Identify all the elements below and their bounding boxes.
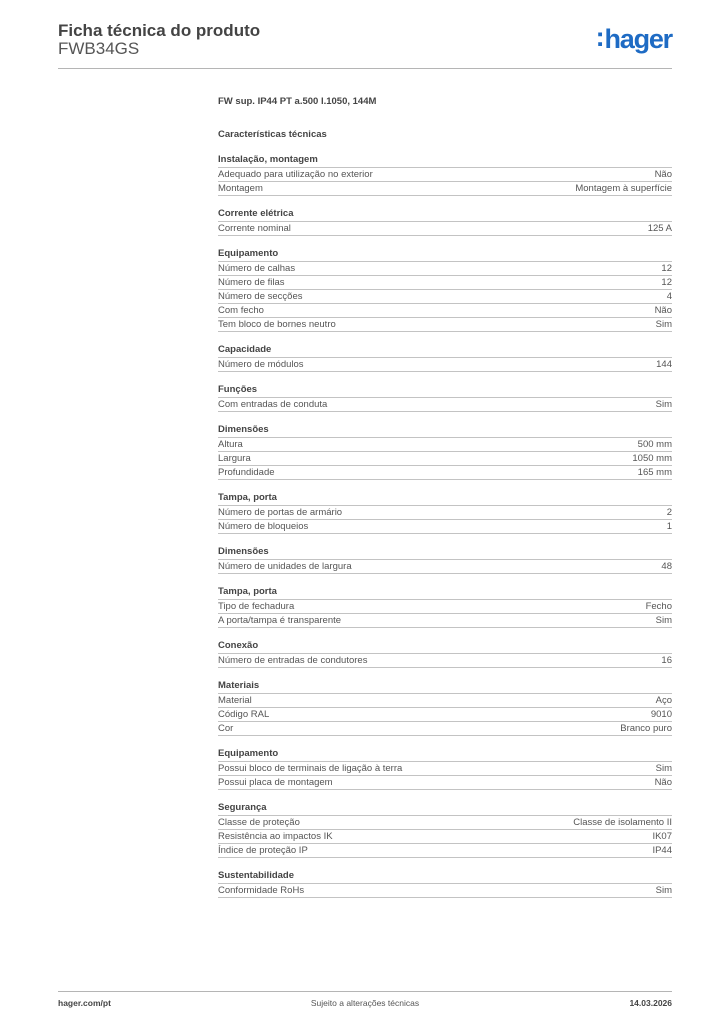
spec-group (218, 640, 672, 668)
spec-label: A porta/tampa é transparente (218, 615, 342, 626)
page-header (58, 20, 672, 66)
spec-group (218, 546, 672, 574)
footer-notice: Sujeito a alterações técnicas (310, 998, 420, 1008)
spec-row (218, 276, 672, 290)
logo-text: hager (604, 24, 672, 54)
logo-dots: : (595, 22, 604, 52)
spec-row (218, 614, 672, 628)
spec-row (218, 182, 672, 196)
spec-value: 1 (666, 521, 672, 532)
spec-label: Número de unidades de largura (218, 561, 352, 572)
spec-group-title: Conexão (218, 640, 672, 654)
spec-label: Com fecho (218, 305, 264, 316)
spec-value: 500 mm (637, 439, 672, 450)
spec-group-title: Tampa, porta (218, 586, 672, 600)
header-divider (58, 68, 672, 69)
spec-row (218, 816, 672, 830)
spec-group (218, 154, 672, 196)
spec-value: 12 (661, 277, 672, 288)
spec-label: Com entradas de conduta (218, 399, 328, 410)
spec-group (218, 586, 672, 628)
spec-group-title: Corrente elétrica (218, 208, 672, 222)
document-title: Ficha técnica do produto (58, 21, 261, 40)
spec-group (218, 424, 672, 480)
hager-logo (595, 22, 672, 54)
spec-label: Corrente nominal (218, 223, 291, 234)
spec-value: 12 (661, 263, 672, 274)
spec-group-title: Instalação, montagem (218, 154, 672, 168)
spec-value: 1050 mm (632, 453, 672, 464)
spec-value: 165 mm (637, 467, 672, 478)
spec-group (218, 248, 672, 332)
spec-value: 4 (666, 291, 672, 302)
product-name: FW sup. IP44 PT a.500 l.1050, 144M (218, 96, 377, 107)
footer-divider (58, 991, 672, 992)
spec-group (218, 344, 672, 372)
spec-group-title: Tampa, porta (218, 492, 672, 506)
spec-row (218, 290, 672, 304)
footer-website: hager.com/pt (58, 998, 111, 1008)
spec-label: Código RAL (218, 709, 270, 720)
spec-row (218, 844, 672, 858)
spec-value: IK07 (652, 831, 672, 842)
spec-groups (218, 154, 672, 898)
page-footer (58, 998, 672, 1010)
spec-row (218, 168, 672, 182)
spec-group-title: Sustentabilidade (218, 870, 672, 884)
spec-group-title: Funções (218, 384, 672, 398)
spec-value: Sim (655, 399, 672, 410)
spec-label: Tipo de fechadura (218, 601, 295, 612)
spec-value: Sim (655, 885, 672, 896)
spec-group (218, 748, 672, 790)
spec-group-title: Dimensões (218, 546, 672, 560)
spec-label: Material (218, 695, 252, 706)
spec-value: 125 A (647, 223, 672, 234)
spec-row (218, 654, 672, 668)
spec-group-title: Capacidade (218, 344, 672, 358)
spec-row (218, 318, 672, 332)
spec-label: Índice de proteção IP (218, 845, 308, 856)
spec-value: 16 (661, 655, 672, 666)
spec-label: Profundidade (218, 467, 275, 478)
spec-row (218, 506, 672, 520)
spec-label: Cor (218, 723, 234, 734)
spec-value: Branco puro (620, 723, 672, 734)
spec-row (218, 452, 672, 466)
spec-row (218, 830, 672, 844)
spec-group-title: Dimensões (218, 424, 672, 438)
spec-value: Não (654, 305, 672, 316)
spec-label: Largura (218, 453, 251, 464)
spec-label: Classe de proteção (218, 817, 300, 828)
spec-row (218, 560, 672, 574)
spec-row (218, 438, 672, 452)
spec-row (218, 708, 672, 722)
product-code: FWB34GS (58, 39, 140, 58)
spec-value: Classe de isolamento II (573, 817, 672, 828)
spec-row (218, 694, 672, 708)
spec-value: Montagem à superfície (575, 183, 672, 194)
spec-label: Número de filas (218, 277, 285, 288)
spec-value: 9010 (650, 709, 672, 720)
section-title: Características técnicas (218, 129, 327, 140)
spec-row (218, 222, 672, 236)
spec-value: Não (654, 169, 672, 180)
spec-group (218, 870, 672, 898)
spec-group (218, 680, 672, 736)
spec-label: Número de módulos (218, 359, 304, 370)
spec-row (218, 884, 672, 898)
spec-value: Sim (655, 319, 672, 330)
spec-value: 144 (656, 359, 672, 370)
spec-row (218, 398, 672, 412)
spec-value: IP44 (652, 845, 672, 856)
spec-value: 2 (666, 507, 672, 518)
spec-label: Número de portas de armário (218, 507, 343, 518)
spec-label: Número de entradas de condutores (218, 655, 368, 666)
spec-group (218, 208, 672, 236)
spec-value: Aço (655, 695, 672, 706)
spec-row (218, 304, 672, 318)
spec-label: Montagem (218, 183, 263, 194)
spec-row (218, 520, 672, 534)
spec-value: Sim (655, 615, 672, 626)
spec-group-title: Equipamento (218, 248, 672, 262)
spec-row (218, 722, 672, 736)
spec-label: Número de calhas (218, 263, 296, 274)
spec-value: Fecho (645, 601, 672, 612)
spec-label: Conformidade RoHs (218, 885, 305, 896)
spec-group (218, 492, 672, 534)
spec-group-title: Segurança (218, 802, 672, 816)
spec-label: Adequado para utilização no exterior (218, 169, 373, 180)
spec-group-title: Equipamento (218, 748, 672, 762)
spec-row (218, 762, 672, 776)
spec-label: Número de secções (218, 291, 303, 302)
spec-row (218, 262, 672, 276)
spec-label: Tem bloco de bornes neutro (218, 319, 336, 330)
spec-sheet (218, 96, 672, 910)
spec-row (218, 466, 672, 480)
spec-value: 48 (661, 561, 672, 572)
spec-label: Possui bloco de terminais de ligação à terra (218, 763, 403, 774)
spec-value: Sim (655, 763, 672, 774)
spec-label: Possui placa de montagem (218, 777, 333, 788)
spec-label: Resistência ao impactos IK (218, 831, 333, 842)
spec-group-title: Materiais (218, 680, 672, 694)
spec-label: Número de bloqueios (218, 521, 309, 532)
spec-group (218, 384, 672, 412)
spec-row (218, 600, 672, 614)
spec-value: Não (654, 777, 672, 788)
spec-group (218, 802, 672, 858)
spec-row (218, 358, 672, 372)
spec-label: Altura (218, 439, 243, 450)
spec-row (218, 776, 672, 790)
footer-date: 14.03.2026 (629, 998, 672, 1008)
